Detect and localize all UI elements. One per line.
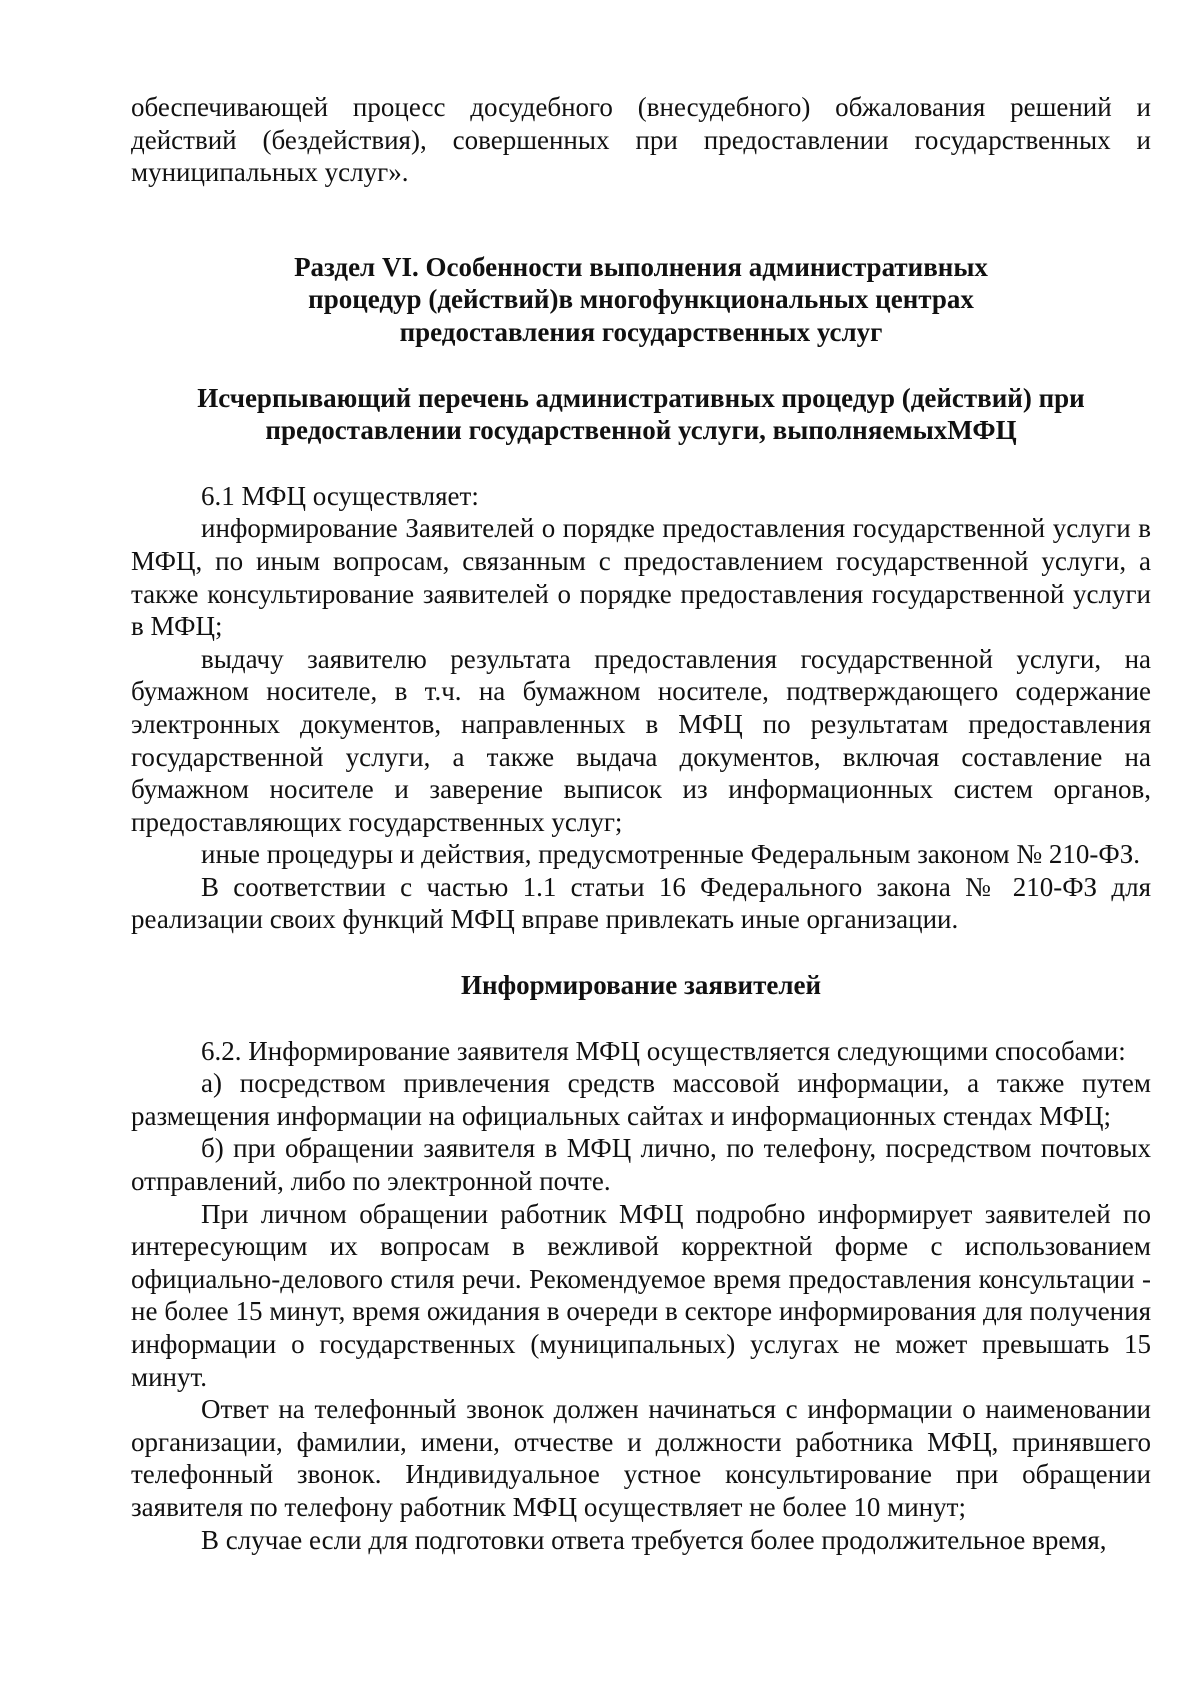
paragraph-longer-time: В случае если для подготовки ответа требуется более продолжительное время, (201, 1524, 1107, 1555)
section-6-2 (131, 1035, 1151, 1557)
paragraph-6-2-intro: 6.2. Информирование заявителя МФЦ осуществляется следующими способами: (201, 1035, 1126, 1066)
spacer (131, 1002, 1151, 1035)
paragraph-6-1-intro: 6.1 МФЦ осуществляет: (201, 480, 479, 511)
section-title: Раздел VI. Особенности выполнения административных процедур (действий)в многофункциональных центрах предоставления государственных услуг (294, 251, 988, 347)
paragraph-personal-visit: При личном обращении работник МФЦ подробно информирует заявителей по интересующим их вопросам в вежливой корректной форме с использованием официально-делового стиля речи. Рекомендуемое время предоставления консультации - не более 15 минут, время ожидания в очереди в секторе информирования для получения информации о государственных (муниципальных) услугах не может превышать 15 минут. (131, 1198, 1151, 1392)
paragraph-other-procedures: иные процедуры и действия, предусмотренные Федеральным законом № 210-ФЗ. (201, 839, 1141, 870)
paragraph-informing: информирование Заявителей о порядке предоставления государственной услуги в МФЦ, по иным вопросам, связанным с предоставлением государственной услуги, а также консультирование заявителей о порядке предоставления государственной услуги в МФЦ; (131, 513, 1151, 642)
paragraph-method-b: б) при обращении заявителя в МФЦ лично, по телефону, посредством почтовых отправлений, либо по электронной почте. (131, 1133, 1151, 1197)
paragraph-method-a: а) посредством привлечения средств массовой информации, а также путем размещения информации на официальных сайтах и информационных стендах МФЦ; (131, 1068, 1151, 1131)
subheading-procedures: Исчерпывающий перечень административных процедур (действий) при предоставлении государственной услуги, выполняемыхМФЦ (197, 382, 1085, 446)
paragraph-issuing-result: выдачу заявителю результата предоставления государственной услуги, на бумажном носителе, в т.ч. на бумажном носителе, подтверждающего содержание электронных документов, направленных в МФЦ по результатам предоставления государственной услуги, а также выдача документов, включая составление на бумажном носителе и заверение выписок из информационных систем органов, предоставляющих государственных услуг; (131, 643, 1151, 837)
spacer (131, 189, 1151, 251)
spacer (131, 936, 1151, 969)
section-6-1 (131, 480, 1151, 936)
document-page (131, 91, 1151, 1556)
intro-paragraph: обеспечивающей процесс досудебного (внесудебного) обжалования решений и действий (бездействия), совершенных при предоставлении государственных и муниципальных услуг». (131, 92, 1151, 188)
paragraph-phone-call: Ответ на телефонный звонок должен начинаться с информации о наименовании организации, фамилии, имени, отчестве и должности работника МФЦ, принявшего телефонный звонок. Индивидуальное устное консультирование при обращении заявителя по телефону работник МФЦ осуществляет не более 10 минут; (131, 1394, 1151, 1522)
spacer (131, 447, 1151, 480)
paragraph-other-organizations: В соответствии с частью 1.1 статьи 16 Федерального закона № 210-ФЗ для реализации своих функций МФЦ вправе привлекать иные организации. (131, 871, 1151, 935)
spacer (131, 349, 1151, 382)
subheading-informing-applicants: Информирование заявителей (460, 970, 822, 1001)
